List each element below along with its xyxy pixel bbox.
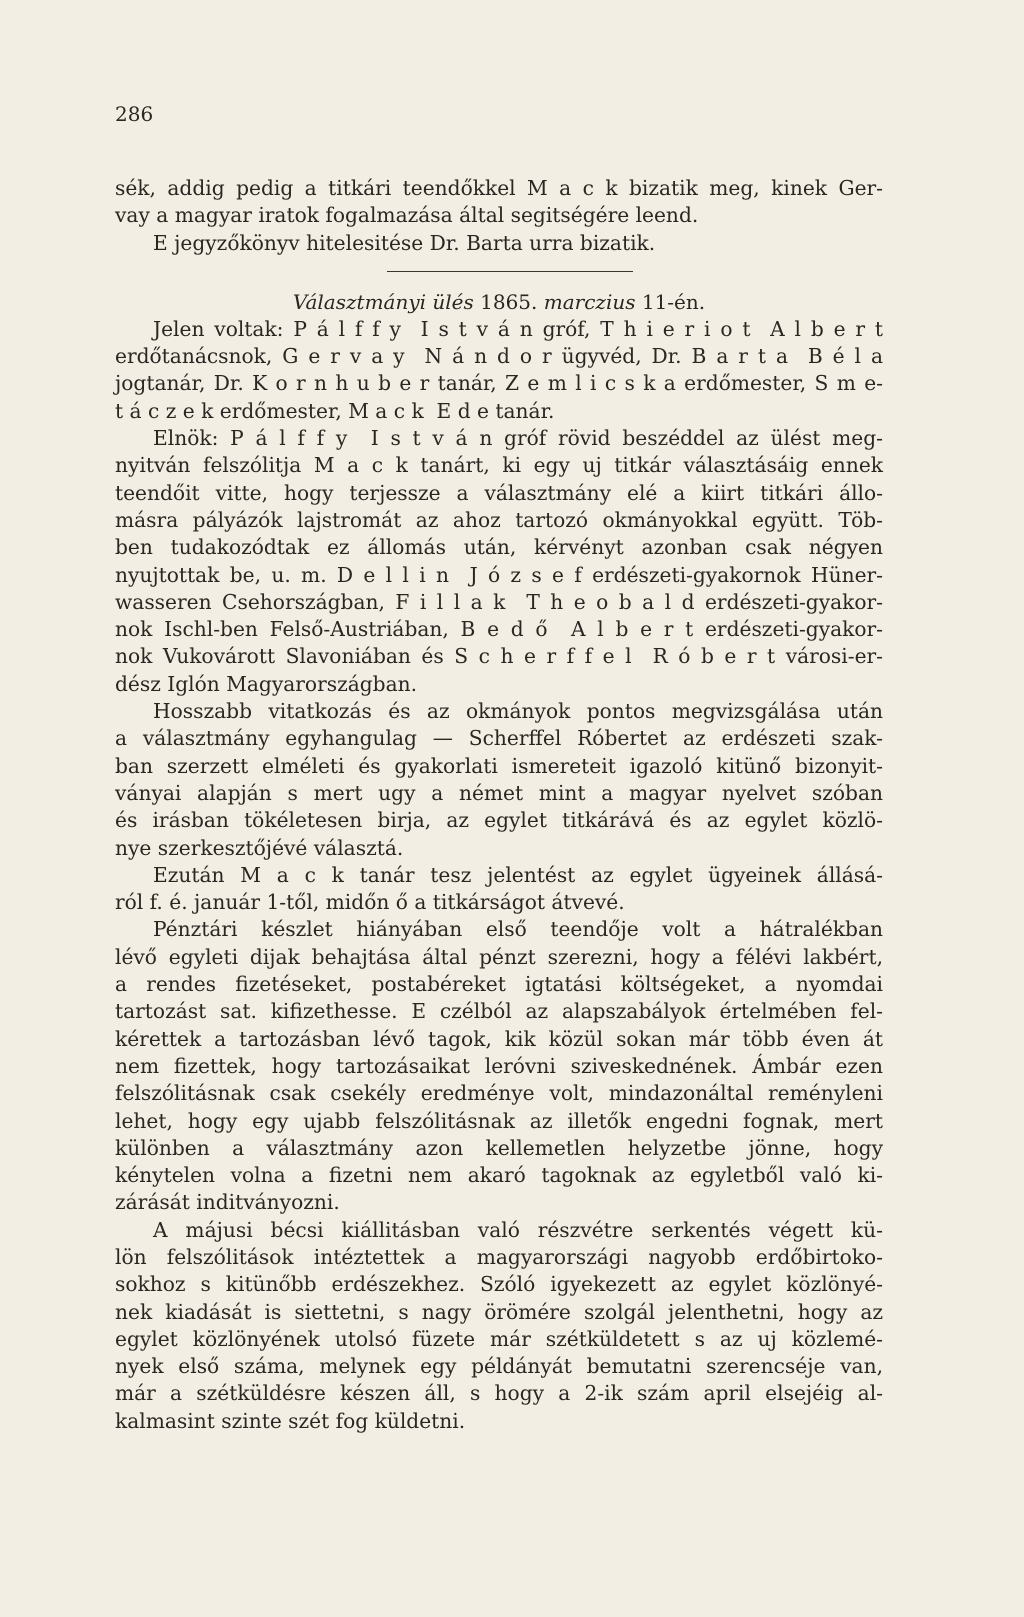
text-line: a választmány egyhangulag — Scherffel Róbertet az erdészeti szak- bbox=[115, 726, 883, 751]
text-line: erdőtanácsnok, G e r v a y N á n d o r ügyvéd, Dr. B a r t a B é l a bbox=[115, 344, 883, 369]
text-line: és irásban tökéletesen birja, az egylet titkárává és az egylet közlö- bbox=[115, 808, 883, 833]
text-line: kérettek a tartozásban lévő tagok, kik közül sokan már több éven át bbox=[115, 1026, 883, 1051]
text-line: lehet, hogy egy ujabb felszólitásnak az illetők engedni fognak, mert bbox=[115, 1108, 883, 1133]
text-line: különben a választmány azon kellemetlen helyzetbe jönne, hogy bbox=[115, 1135, 883, 1160]
text-line: ról f. é. január 1-től, midőn ő a titkárságot átvevé. bbox=[115, 890, 625, 915]
section-heading bbox=[115, 289, 883, 316]
text-line: sokhoz s kitünőbb erdészekhez. Szóló igyekezett az egylet közlönyé- bbox=[115, 1272, 883, 1297]
text-line: már a szétküldésre készen áll, s hogy a 2-ik szám april elsejéig al- bbox=[115, 1381, 883, 1406]
text-line: dész Iglón Magyarországban. bbox=[115, 671, 418, 696]
text-line: nye szerkesztőjévé választá. bbox=[115, 835, 404, 860]
heading-month: marczius bbox=[543, 289, 636, 314]
heading-year: 1865. bbox=[473, 289, 544, 314]
text-line: ványai alapján s mert ugy a német mint a magyar nyelvet szóban bbox=[115, 780, 883, 805]
text-line: wasseren Csehországban, F i l l a k T h e o b a l d erdészeti-gyakor- bbox=[115, 589, 883, 614]
text-line: nyek első száma, melynek egy példányát bemutatni szerencséje van, bbox=[115, 1354, 883, 1379]
text-line: lön felszólitások intéztettek a magyarországi nagyobb erdőbirtoko- bbox=[115, 1244, 883, 1269]
text-line: A májusi bécsi kiállitásban való részvétre serkentés végett kü- bbox=[153, 1217, 883, 1242]
text-line: nem fizettek, hogy tartozásaikat leróvni sziveskednének. Ámbár ezen bbox=[115, 1053, 883, 1078]
text-line: Hosszabb vitatkozás és az okmányok pontos megvizsgálása után bbox=[153, 699, 883, 724]
text-line: nyitván felszólitja M a c k tanárt, ki egy uj titkár választásáig ennek bbox=[115, 453, 883, 478]
text-line: nyujtottak be, u. m. D e l l i n J ó z s e f erdészeti-gyakornok Hüner- bbox=[115, 562, 883, 587]
text-line: másra pályázók lajstromát az ahoz tartozó okmányokkal együtt. Töb- bbox=[115, 507, 883, 532]
text-line: ben tudakozódtak ez állomás után, kérvényt azonban csak négyen bbox=[115, 535, 883, 560]
text-line: nok Ischl-ben Felső-Austriában, B e d ő A l b e r t erdészeti-gyakor- bbox=[115, 617, 883, 642]
text-line: kénytelen volna a fizetni nem akaró tagoknak az egyletből való ki- bbox=[115, 1163, 883, 1188]
text-line: Elnök: P á l f f y I s t v á n gróf rövid beszéddel az ülést meg- bbox=[153, 426, 883, 451]
text-line: felszólitásnak csak csekély eredménye volt, mindazonáltal reményleni bbox=[115, 1081, 883, 1106]
minutes-body bbox=[115, 316, 934, 1435]
intro-paragraph bbox=[115, 175, 934, 257]
text-line: ban szerzett elméleti és gyakorlati ismereteit igazoló kitünő bizonyit- bbox=[115, 753, 883, 778]
text-line: a rendes fizetéseket, postabéreket igtatási költségeket, a nyomdai bbox=[115, 972, 883, 997]
text-line: Jelen voltak: P á l f f y I s t v á n gróf, T h i e r i o t A l b e r t bbox=[153, 316, 883, 341]
text-line: zárását inditványozni. bbox=[115, 1190, 340, 1215]
heading-day: 11-én. bbox=[635, 289, 706, 314]
text-line: lévő egyleti dijak behajtása által pénzt szerezni, hogy a félévi lakbért, bbox=[115, 944, 883, 969]
section-divider bbox=[387, 271, 633, 272]
text-line: sék, addig pedig a titkári teendőkkel M a c k bizatik meg, kinek Ger- bbox=[115, 176, 883, 200]
text-line: tartozást sat. kifizethesse. E czélból az alapszabályok értelmében fel- bbox=[115, 999, 883, 1024]
text-line: Pénztári készlet hiányában első teendője volt a hátralékban bbox=[153, 917, 883, 942]
text-line: t á c z e k erdőmester, M a c k E d e tanár. bbox=[115, 398, 555, 423]
text-line: nok Vukovárott Slavoniában és S c h e r f f e l R ó b e r t városi-er- bbox=[115, 644, 883, 669]
text-line: vay a magyar iratok fogalmazása által segitségére leend. bbox=[115, 203, 699, 228]
heading-meeting: Választmányi ülés bbox=[292, 289, 474, 314]
text-line: nek kiadását is siettetni, s nagy örömére szolgál jelenthetni, hogy az bbox=[115, 1299, 883, 1324]
text-line: teendőit vitte, hogy terjessze a választmány elé a kiirt titkári állo- bbox=[115, 480, 883, 505]
text-line: E jegyzőkönyv hitelesitése Dr. Barta urra bizatik. bbox=[153, 230, 656, 255]
page-number: 286 bbox=[115, 102, 154, 126]
text-line: egylet közlönyének utolsó füzete már szétküldetett s az uj közlemé- bbox=[115, 1326, 883, 1351]
text-line: Ezután M a c k tanár tesz jelentést az egylet ügyeinek állásá- bbox=[153, 862, 883, 887]
text-line: jogtanár, Dr. K o r n h u b e r tanár, Z e m l i c s k a erdőmester, S m e- bbox=[115, 371, 883, 396]
text-line: kalmasint szinte szét fog küldetni. bbox=[115, 1408, 466, 1433]
